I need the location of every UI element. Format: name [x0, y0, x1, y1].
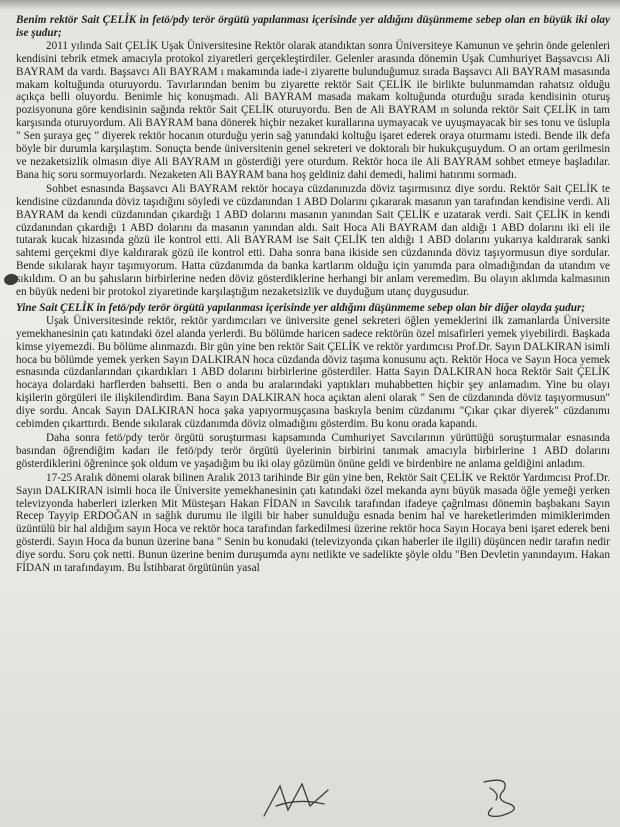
paragraph-5: 17-25 Aralık dönemi olarak bilinen Aralık 2013 tarihinde Bir gün yine ben, Rektör Sait ÇELİK ve Rektör Yardımcısı Prof.Dr. Sayın DALKIRAN isimli hoca ile Üniversite yemekhanesinin çatı katındaki özel mekanda aynı büyük masada öğle yemeği yerken televizyonda haberleri izlerken Mit Müsteşarı Hakan FİDAN ın Savcılık tarafından ifadeye çağrılması dönemin başbakanı Sayın Recep Tayyip ERDOĞAN ın sağlık durumu ile ilgili bir haber sunulduğu esnada benim hal ve hareketlerimden mimiklerimden üzüntülü bir hal aldığım sayın Hoca ve rektör hoca tarafından farkedilmesi üzerine rektör hoca Sayın Hocaya beni işaret ederek beni gösterdi. Sayın Hoca da bunun üzerine bana " Senin bu konudaki (televizyonda çıkan haberler ile ilgili) düşüncen nedir tarafın nedir diye sordu. Soru çok netti. Bunun üzerine benim duruşumda aynı netlikte ve sadelikte şöyle oldu "Ben Devletin yanındayım. Hakan FİDAN ın tarafındayım. Bu İstihbarat örgütünün yasal — [16, 471, 610, 575]
paragraph-2: Sohbet esnasında Başsavcı Ali BAYRAM rektör hocaya cüzdanınızda döviz taşırmısınız diye sordu. Rektör Sait ÇELİK te kendisine cüzdanında döviz taşıdığını söyledi ve cüzdanından 1 ABD Dolarını çıkararak masanın yan tarafından kendisine verdi. Ali BAYRAM da kendi cüzdanından çıkardığı 1 ABD dolarını masanın yanından Sait ÇELİK e uzatarak verdi. Sait ÇELİK in kendi cüzdanından çıkardığı 1 ABD dolarını da masanın yanından aldı. Sait Hoca Ali BAYRAM dan aldığı 1 ABD dolarını iki eli ile tutarak kucak hizasında gözü ile kontrol etti. Ali BAYRAM ise Sait ÇELİK ten aldığı 1 ABD dolarını yukarıya kaldırarak sanki sahtemi gerçekmi diye kaldırarak gözü ile kontrol etti. Daha sonra bana ikiside sen cüzdanında döviz taşıyormusun diye sordular. Bende sıkılarak hayır taşımıyorum. Hatta cüzdanımda da banka kartlarım olduğu için yanımda para olmadığından da utandım ve sıkıldım. O an bu şahısların birbirlerine neden döviz gösterdiklerine herhangi bir anlam veremedim. Bu olayın aklımda kalmasının en büyük nedeni bir protokol ziyaretinde karşılaştığım nezaketsizlik ve duyduğum utanç duygusudur. — [16, 182, 610, 299]
signature-mark-2 — [470, 774, 530, 822]
signature-mark-1 — [258, 776, 338, 822]
paragraph-1: 2011 yılında Sait ÇELİK Uşak Üniversitesine Rektör olarak atandıktan sonra Üniversiteye Kamunun ve şehrin önde gelenleri kendisini tebrik etmek amacıyla protokol ziyaretleri gerçekleştirdiler. Gelenler arasında dönemin Uşak Cumhuriyet Başsavcısı Ali BAYRAM da vardı. Başsavcı Ali BAYRAM ı makamında iade-i ziyarette bulunduğumuz sırada Başsavcı Ali BAYRAM masasında makam koltuğunda oturuyordu. Tavırlarından benim bu ziyarette rektör Sait ÇELİK ile birlikte bulunmamdan rahatsız olduğu açıkça belli oluyordu. Benimle hiç konuşmadı. Ali BAYRAM masada makam koltuğunda oturduğu sırada kendisinin oturuş pozisyonuna göre kendisinin sağında rektör Sait ÇELİK oturuyordu. Ben de Ali BAYRAM ın solunda rektör Sait ÇELİK in tam karşısında oturuyordum. Ali BAYRAM bana dönerek hiçbir nezaket kurallarına uymayacak ve uyuşmayacak bir ses tonu ve üslupla " Sen şuraya geç " diyerek rektör hocanın oturduğu yerin sağ yanındaki koltuğu işaret ederek oraya oturmamı istedi. Bende ilk defa böyle bir durumla karşılaştım. Sonuçta bende üniversitenin genel sekreteri ve doktoralı bir hukukçuşuydum. O an ortam gerilmesin ve nezaketsizlik olmasın diye Ali BAYRAM ın gösterdiği yere oturdum. Rektör hoca ile Ali BAYRAM sohbet etmeye başladılar. Bana hiç soru sormuyorlardı. Nezaketen Ali BAYRAM bana hoş geldiniz dahi demedi, halimi hatırımı sormadı. — [16, 39, 610, 181]
paragraph-3: Uşak Üniversitesinde rektör, rektör yardımcıları ve üniversite genel sekreteri öğlen yemeklerini ilk zamanlarda Üniversite yemekhanesinin çatı katındaki özel alanda yerlerdi. Bu bölümde haricen sadece rektörün özel misafirleri yemek yiyebilirdi. Başkada kimse yiyemezdi. Bu bölüme alınmazdı. Bir gün yine ben rektör Sait ÇELİK ve rektör yardımcısı Prof.Dr. Sayın DALKIRAN isimli hoca bu bölümde yemek yerken Sayın DALKIRAN hoca cüzdanda döviz taşıma konusunu açtı. Rektör Hoca ve Sayın Hoca yemek esnasında cüzdanlarından çıkardıkları 1 ABD dolarını birbirlerine gösterdiler. Hatta Sayın DALKIRAN hoca Rektör Sait ÇELİK hocaya dolardaki harflerden bahsetti. Ben o anda bu aralarındaki yaptıkları muhabbetten hiçbir şey anlamadım. Yine bu olayı kişilerin görgüleri ile ilişkilendirdim. Bana Sayın DALKIRAN hoca açıktan aleni olarak " Sen de cüzdanında döviz taşıyormusun" diye sordu. Ancak Sayın DALKIRAN hoca şaka yapıyormuşçasına baskıyla benim cüzdanımı "Çıkar çıkar diyerek" cüzdanımı cebimden çıkarttırdı. Bende sıkılarak cüzdanımda döviz olmadığını gösterdim. Bu konu orada kapandı. — [16, 314, 610, 431]
signature-area — [0, 770, 620, 827]
section-heading-1: Benim rektör Sait ÇELİK in fetö/pdy terör örgütü yapılanması içerisinde yer aldığını düşünmeme sebep olan en büyük iki olay ise şudur; — [16, 14, 610, 39]
document-body — [16, 14, 610, 575]
paragraph-4: Daha sonra fetö/pdy terör örgütü soruşturması kapsamında Cumhuriyet Savcılarının yürüttüğü soruşturmalar esnasında basından öğrendiğim kadarı ile fetö/pdy terör örgütü üyelerinin birbirini tanımak amacıyla birbirlerine 1 ABD dolarını gösterdiklerini öğrenince şok oldum ve yaşadığım bu iki olay gözümün önüne geldi ve birdenbire ne anlama geldiğini anladım. — [16, 432, 610, 470]
page-shadow — [0, 0, 620, 10]
section-heading-2: Yine Sait ÇELİK in fetö/pdy terör örgütü yapılanması içerisinde yer aldığını düşünmeme sebep olan bir diğer olayda şudur; — [16, 301, 586, 314]
